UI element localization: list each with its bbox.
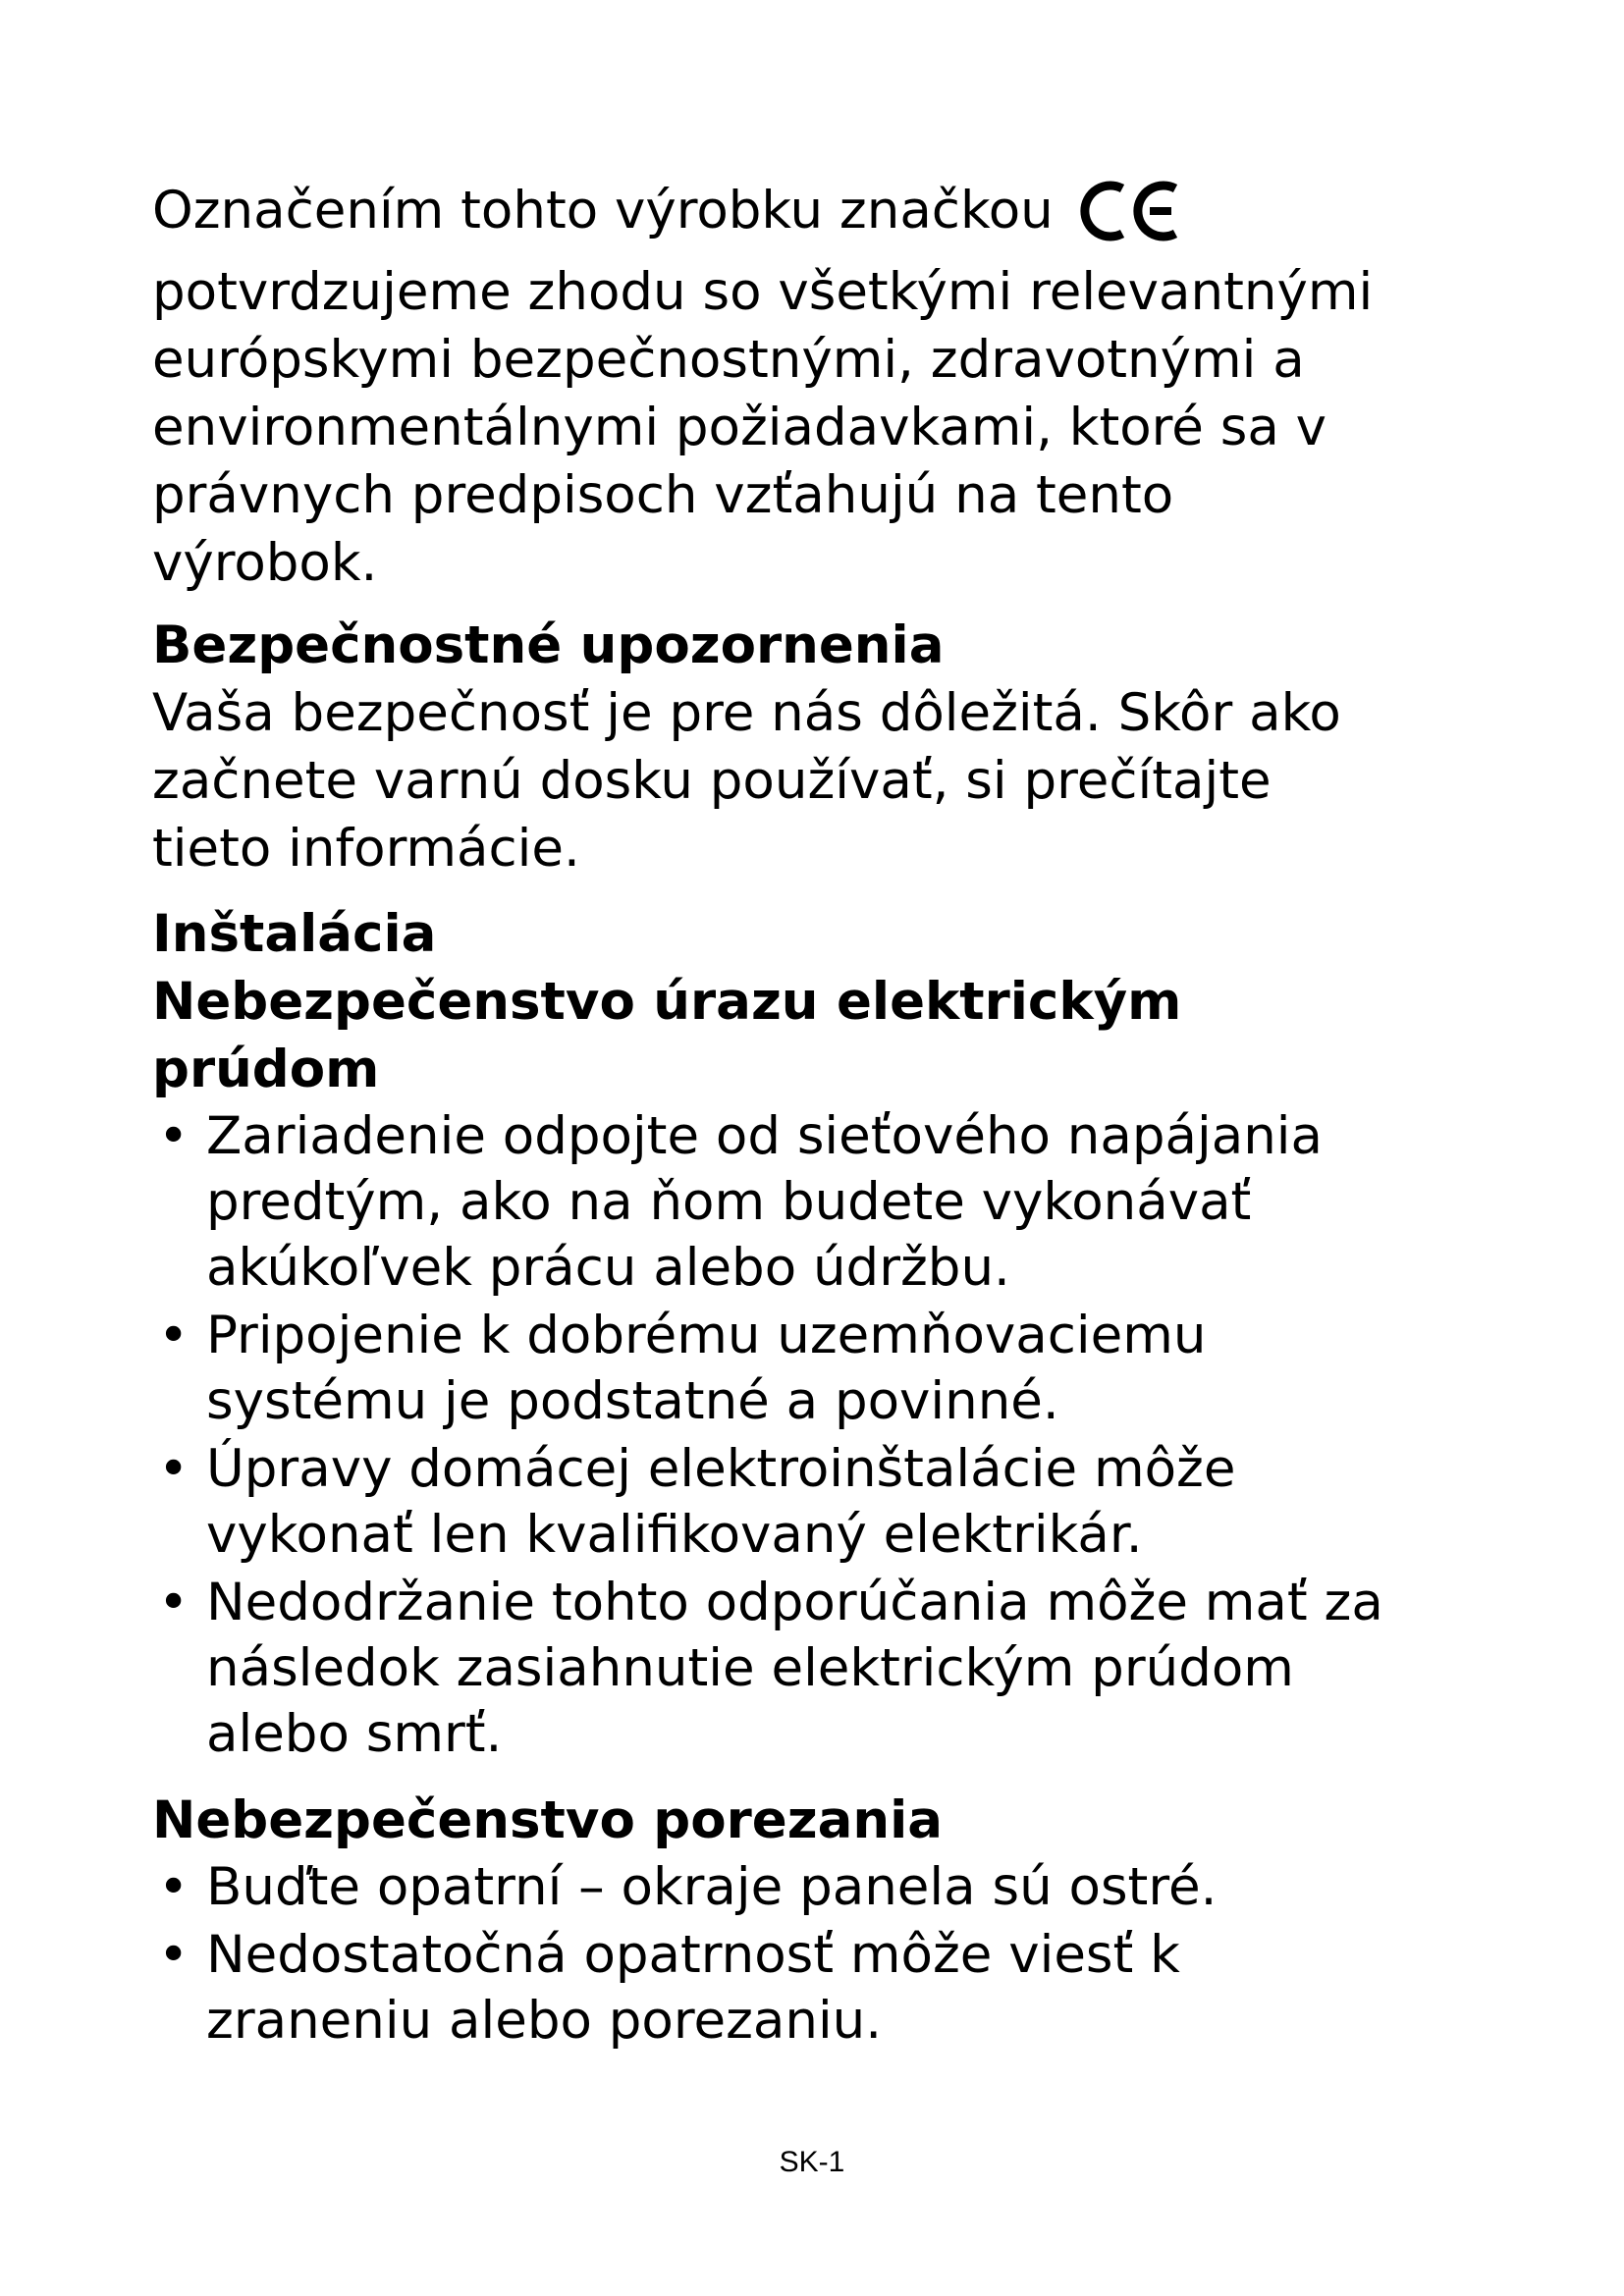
list-item xyxy=(152,1854,1507,1920)
heading-text: Inštalácia xyxy=(152,904,437,964)
bullet-icon: • xyxy=(158,1106,189,1166)
text-line: Buďte opatrní – okraje panela sú ostré. xyxy=(206,1857,1218,1917)
bullet-icon: • xyxy=(158,1439,189,1499)
bullet-icon: • xyxy=(158,1573,189,1632)
installation-heading xyxy=(152,900,1507,1103)
bullet-icon: • xyxy=(158,1306,189,1365)
text-line: európskymi bezpečnostnými, zdravotnými a xyxy=(152,330,1305,390)
heading-text: Bezpečnostné upozornenia xyxy=(152,615,945,675)
text-line: tieto informácie. xyxy=(152,819,580,879)
bullet-icon: • xyxy=(158,1857,189,1917)
text-line: Úpravy domácej elektroinštalácie môže xyxy=(206,1439,1236,1499)
safety-heading xyxy=(152,612,1507,679)
list-item xyxy=(152,1922,1507,2054)
text-line: Pripojenie k dobrému uzemňovaciemu xyxy=(206,1306,1207,1365)
text-line: následok zasiahnutie elektrickým prúdom xyxy=(206,1638,1294,1698)
safety-paragraph xyxy=(152,679,1507,882)
electric-shock-subheading: Nebezpečenstvo úrazu elektrickým xyxy=(152,972,1182,1032)
text-line: právnych predpisoch vzťahujú na tento xyxy=(152,465,1174,525)
bullet-icon: • xyxy=(158,1925,189,1985)
text-line: environmentálnymi požiadavkami, ktoré sa v xyxy=(152,398,1327,457)
electric-shock-bullet-list xyxy=(152,1103,1507,1767)
text-line: Zariadenie odpojte od sieťového napájania xyxy=(206,1106,1323,1166)
electric-shock-subheading: prúdom xyxy=(152,1040,380,1099)
text-line: zraneniu alebo porezaniu. xyxy=(206,1991,883,2051)
text-line-content: Označením tohto výrobku značkou xyxy=(152,181,1054,240)
text-line: alebo smrť. xyxy=(206,1704,503,1764)
text-line: výrobok. xyxy=(152,533,378,593)
list-item xyxy=(152,1303,1507,1434)
text-line: predtým, ako na ňom budete vykonávať xyxy=(206,1172,1252,1232)
text-line: systému je podstatné a povinné. xyxy=(206,1371,1059,1431)
text-line: akúkoľvek prácu alebo údržbu. xyxy=(206,1238,1010,1298)
document-page xyxy=(152,177,1507,2056)
text-line: Nedostatočná opatrnosť môže viesť k xyxy=(206,1925,1180,1985)
list-item xyxy=(152,1570,1507,1767)
text-line: Vaša bezpečnosť je pre nás dôležitá. Skôr ako xyxy=(152,683,1341,743)
text-line: Nedodržanie tohto odporúčania môže mať za xyxy=(206,1573,1383,1632)
ce-declaration-paragraph xyxy=(152,177,1507,597)
text-line: potvrdzujeme zhodu so všetkými relevantnými xyxy=(152,262,1374,322)
text-line: začnete varnú dosku používať, si prečítajte xyxy=(152,751,1272,811)
text-line: vykonať len kvalifikovaný elektrikár. xyxy=(206,1505,1143,1565)
list-item xyxy=(152,1103,1507,1301)
text-line xyxy=(152,177,1507,258)
page-number: SK-1 xyxy=(779,2146,845,2178)
heading-text: Nebezpečenstvo porezania xyxy=(152,1790,944,1850)
ce-mark-icon xyxy=(1075,181,1183,258)
list-item xyxy=(152,1436,1507,1568)
cut-hazard-bullet-list xyxy=(152,1854,1507,2054)
cut-hazard-heading xyxy=(152,1787,1507,1854)
